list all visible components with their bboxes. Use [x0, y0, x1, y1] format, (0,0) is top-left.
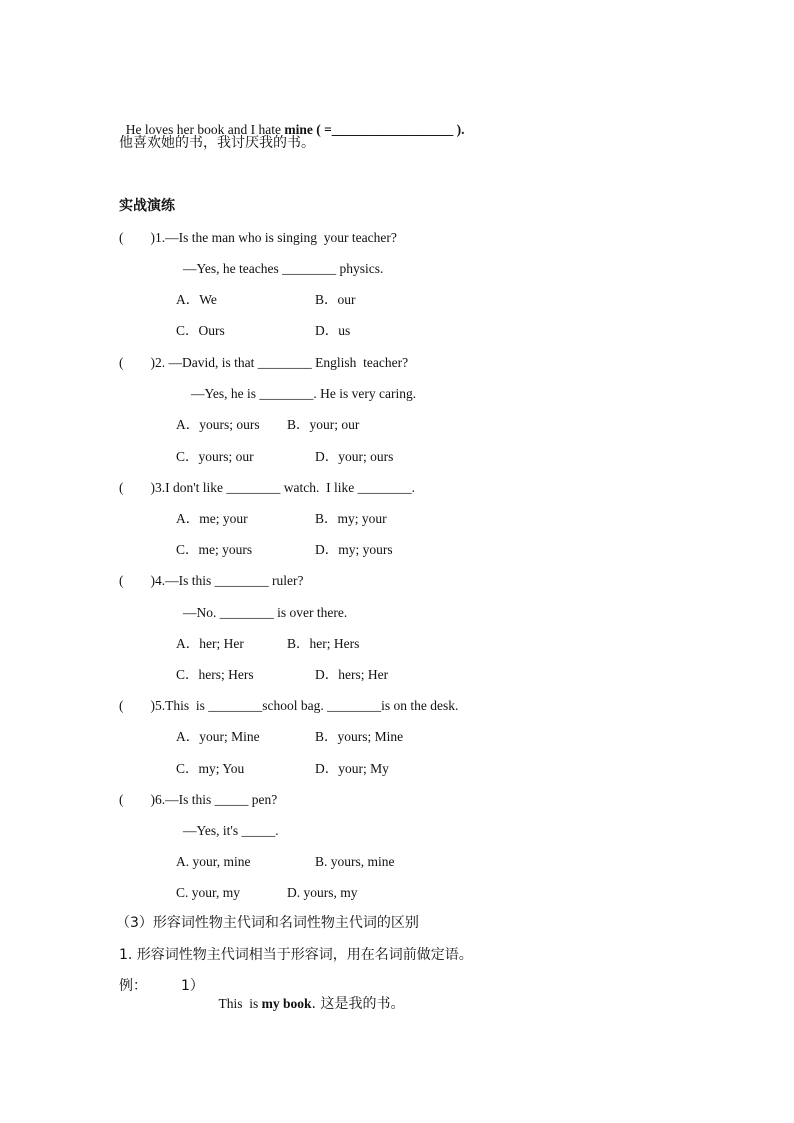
- question-4-option-d: D．hers; Her: [315, 667, 389, 682]
- question-6-option-c: C. your, my: [176, 885, 240, 900]
- question-1-option-d: D．us: [315, 323, 351, 338]
- subsection-heading: （3）形容词性物主代词和名词性物主代词的区别: [116, 915, 419, 931]
- question-5-option-d: D．your; My: [315, 761, 389, 776]
- question-2-option-a: A．yours; ours: [176, 417, 260, 432]
- intro-sentence-bold: mine: [284, 122, 313, 137]
- question-1-answer: —Yes, he teaches ________ physics.: [183, 261, 384, 276]
- question-1-option-b: B．our: [315, 292, 356, 307]
- question-2: ( )2. —David, is that ________ English teacher?: [119, 355, 409, 370]
- question-6-option-d: D. yours, my: [287, 885, 358, 900]
- question-6-answer: —Yes, it's _____.: [183, 823, 279, 838]
- question-5-option-b: B．yours; Mine: [315, 729, 404, 744]
- question-1-option-a: A．We: [176, 292, 217, 307]
- example-sentence: [212, 977, 404, 1013]
- example-text-bold: my book: [261, 996, 312, 1011]
- question-5-option-a: A．your; Mine: [176, 729, 260, 744]
- question-6: ( )6.—Is this _____ pen?: [119, 792, 278, 807]
- question-2-option-c: C．yours; our: [176, 449, 254, 464]
- question-3-option-b: B．my; your: [315, 511, 387, 526]
- question-4: ( )4.—Is this ________ ruler?: [119, 573, 304, 588]
- question-2-option-b: B．your; our: [287, 417, 360, 432]
- question-3-option-c: C．me; yours: [176, 542, 253, 557]
- question-5: ( )5.This is ________school bag. ________is on the desk.: [119, 698, 459, 713]
- question-2-answer: —Yes, he is ________. He is very caring.: [191, 386, 417, 401]
- question-3-option-d: D．my; yours: [315, 542, 393, 557]
- rule-1: 1. 形容词性物主代词相当于形容词，用在名词前做定语。: [119, 947, 473, 963]
- question-6-option-b: B. yours, mine: [315, 854, 395, 869]
- example-text-prefix: This is: [218, 996, 262, 1011]
- question-3-option-a: A．me; your: [176, 511, 248, 526]
- question-1: ( )1.—Is the man who is singing your teacher?: [119, 230, 397, 245]
- example-label: 例：: [119, 978, 147, 994]
- section-title: 实战演练: [119, 198, 175, 214]
- example-text-suffix: . 这是我的书。: [311, 996, 405, 1012]
- question-2-option-d: D．your; ours: [315, 449, 394, 464]
- question-1-option-c: C．Ours: [176, 323, 225, 338]
- intro-sentence-prefix: He loves her book and I hate: [125, 122, 285, 137]
- intro-sentence-paren: ( =__________________ ).: [312, 122, 465, 137]
- question-4-option-b: B．her; Hers: [287, 636, 360, 651]
- example-number: 1）: [181, 978, 204, 994]
- question-4-option-c: C．hers; Hers: [176, 667, 254, 682]
- question-4-answer: —No. ________ is over there.: [183, 605, 348, 620]
- question-4-option-a: A．her; Her: [176, 636, 244, 651]
- intro-translation: 他喜欢她的书，我讨厌我的书。: [119, 135, 315, 151]
- question-6-option-a: A. your, mine: [176, 854, 251, 869]
- question-3: ( )3.I don't like ________ watch. I like ________.: [119, 480, 416, 495]
- question-5-option-c: C．my; You: [176, 761, 245, 776]
